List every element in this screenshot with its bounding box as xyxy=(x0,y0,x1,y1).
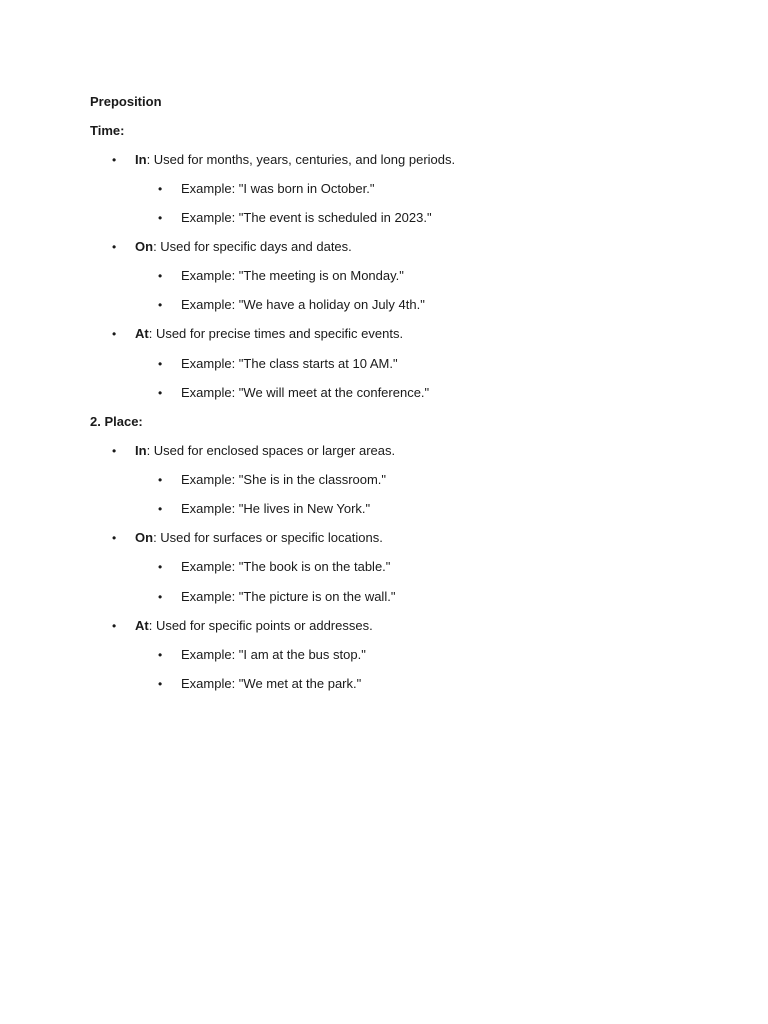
bullet-icon: • xyxy=(158,473,163,487)
bullet-icon: • xyxy=(112,531,117,545)
bullet-icon: • xyxy=(158,590,163,604)
example-item: Example: "The class starts at 10 AM." xyxy=(181,356,398,371)
section-heading-place: 2. Place: xyxy=(90,414,143,429)
term: At xyxy=(135,618,149,633)
section-heading-time: Time: xyxy=(90,123,125,138)
bullet-icon: • xyxy=(158,648,163,662)
bullet-icon: • xyxy=(112,327,117,341)
bullet-icon: • xyxy=(158,386,163,400)
example-item: Example: "I am at the bus stop." xyxy=(181,647,366,662)
bullet-icon: • xyxy=(112,619,117,633)
list-item xyxy=(135,529,383,547)
example-item: Example: "The book is on the table." xyxy=(181,559,391,574)
list-item xyxy=(135,238,352,256)
description: : Used for specific days and dates. xyxy=(153,239,352,254)
term: On xyxy=(135,530,154,545)
example-item: Example: "We met at the park." xyxy=(181,676,362,691)
term: At xyxy=(135,326,149,341)
list-item xyxy=(135,442,395,460)
bullet-icon: • xyxy=(158,677,163,691)
example-item: Example: "The event is scheduled in 2023." xyxy=(181,210,432,225)
bullet-icon: • xyxy=(158,182,163,196)
term: In xyxy=(135,443,147,458)
example-item: Example: "I was born in October." xyxy=(181,181,375,196)
description: : Used for surfaces or specific locations. xyxy=(153,530,383,545)
description: : Used for specific points or addresses. xyxy=(148,618,373,633)
bullet-icon: • xyxy=(158,211,163,225)
example-item: Example: "She is in the classroom." xyxy=(181,472,387,487)
example-item: Example: "We will meet at the conference." xyxy=(181,385,430,400)
description: : Used for precise times and specific events. xyxy=(148,326,404,341)
bullet-icon: • xyxy=(158,298,163,312)
example-item: Example: "The meeting is on Monday." xyxy=(181,268,404,283)
list-item xyxy=(135,617,373,635)
term: In xyxy=(135,152,147,167)
bullet-icon: • xyxy=(158,269,163,283)
term: On xyxy=(135,239,154,254)
document-title: Preposition xyxy=(90,94,162,109)
bullet-icon: • xyxy=(112,153,117,167)
example-item: Example: "He lives in New York." xyxy=(181,501,371,516)
bullet-icon: • xyxy=(112,444,117,458)
example-item: Example: "The picture is on the wall." xyxy=(181,589,396,604)
list-item xyxy=(135,151,455,169)
bullet-icon: • xyxy=(158,560,163,574)
description: : Used for enclosed spaces or larger areas. xyxy=(146,443,396,458)
example-item: Example: "We have a holiday on July 4th." xyxy=(181,297,425,312)
list-item xyxy=(135,325,403,343)
bullet-icon: • xyxy=(158,357,163,371)
description: : Used for months, years, centuries, and long periods. xyxy=(146,152,456,167)
bullet-icon: • xyxy=(158,502,163,516)
bullet-icon: • xyxy=(112,240,117,254)
